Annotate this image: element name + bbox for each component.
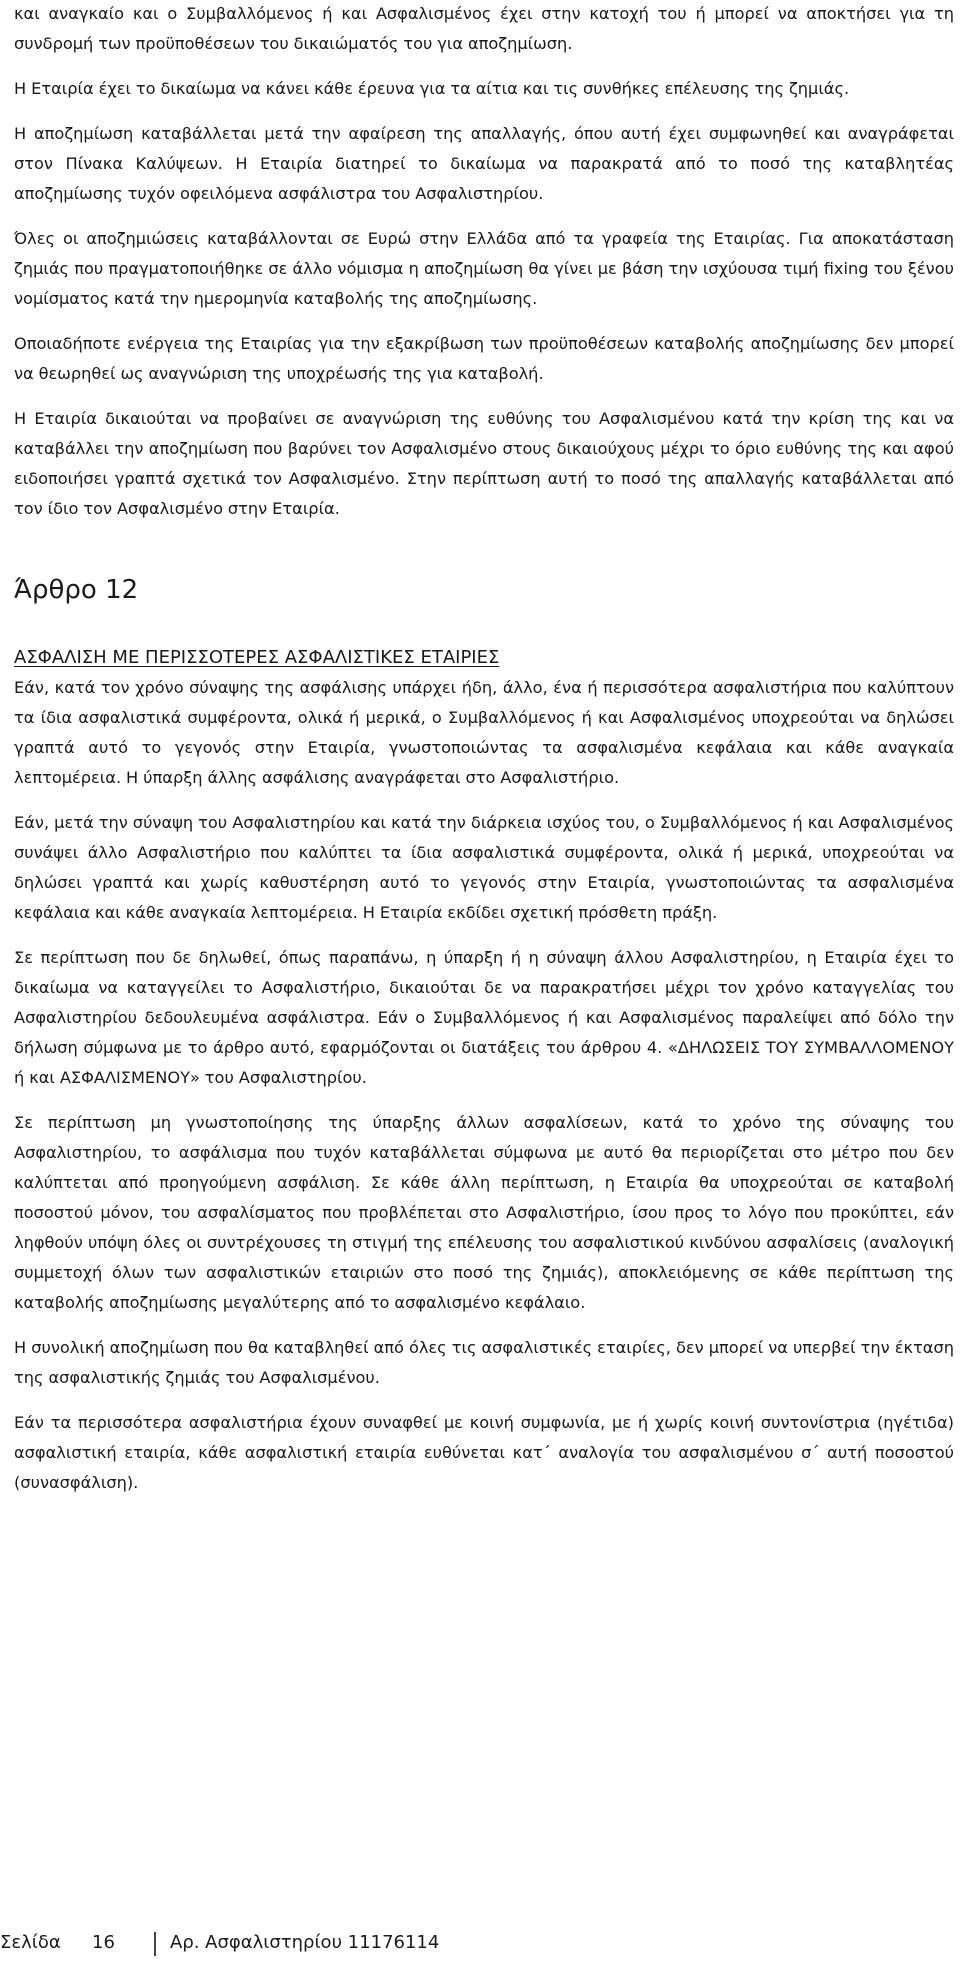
policy-number: Αρ. Ασφαλιστηρίου 11176114 bbox=[170, 1932, 440, 1953]
paragraph-investigation-right: Η Εταιρία έχει το δικαίωμα να κάνει κάθε έρευνα για τα αίτια και τις συνθήκες επέλευσης της ζημιάς. bbox=[14, 79, 850, 98]
page-footer bbox=[0, 1928, 960, 1958]
footer-divider bbox=[154, 1932, 156, 1956]
paragraph-coinsurance: Εάν τα περισσότερα ασφαλιστήρια έχουν συναφθεί με κοινή συμφωνία, με ή χωρίς κοινή συντονίστρια (ηγέτιδα) ασφαλιστική εταιρία, κάθε ασφαλιστική εταιρία ευθύνεται κατ΄ αναλογία του ασφαλισμένου σ΄ αυτή ποσοστού (συνασφάλιση). bbox=[14, 1413, 954, 1492]
paragraph-new-insurance: Εάν, μετά την σύναψη του Ασφαλιστηρίου και κατά την διάρκεια ισχύος του, ο Συμβαλλόμενος ή και Ασφαλισμένος συνάψει άλλο Ασφαλιστήριο που καλύπτει τα ίδια ασφαλιστικά συμφέροντα, ολικά ή μερικά, υποχρεούται να δηλώσει γραπτά και χωρίς καθυστέρηση αυτό το γεγονός στην Εταιρία, γνωστοποιώντας τα ασφαλισμένα κεφάλαια και κάθε αναγκαία λεπτομέρεια. Η Εταιρία εκδίδει σχετική πρόσθετη πράξη. bbox=[14, 813, 954, 922]
document-page bbox=[14, 0, 954, 1513]
paragraph-claim-documents: και αναγκαίο και ο Συμβαλλόμενος ή και Ασφαλισμένος έχει στην κατοχή του ή μπορεί να αποκτήσει για τη συνδρομή των προϋποθέσεων του δικαιώματός του για αποζημίωση. bbox=[14, 4, 954, 53]
section-heading: ΑΣΦΑΛΙΣΗ ΜΕ ΠΕΡΙΣΣΟΤΕΡΕΣ ΑΣΦΑΛΙΣΤΙΚΕΣ ΕΤΑΙΡΙΕΣ bbox=[14, 647, 500, 668]
paragraph-deductible: Η αποζημίωση καταβάλλεται μετά την αφαίρεση της απαλλαγής, όπου αυτή έχει συμφωνηθεί και αναγράφεται στον Πίνακα Καλύψεων. Η Εταιρία διατηρεί το δικαίωμα να παρακρατά από το ποσό της καταβλητέας αποζημίωσης τυχόν οφειλόμενα ασφάλιστρα του Ασφαλιστηρίου. bbox=[14, 124, 954, 203]
paragraph-existing-insurance: Εάν, κατά τον χρόνο σύναψης της ασφάλισης υπάρχει ήδη, άλλο, ένα ή περισσότερα ασφαλιστήρια που καλύπτουν τα ίδια ασφαλιστικά συμφέροντα, ολικά ή μερικά, ο Συμβαλλόμενος ή και Ασφαλισμένος υποχρεούται να δηλώσει γραπτά αυτό το γεγονός στην Εταιρία, γνωστοποιώντας τα ασφαλισμένα κεφάλαια και κάθε αναγκαία λεπτομέρεια. Η ύπαρξη άλλης ασφάλισης αναγράφεται στο Ασφαλιστήριο. bbox=[14, 678, 954, 787]
paragraph-liability-recognition: Η Εταιρία δικαιούται να προβαίνει σε αναγνώριση της ευθύνης του Ασφαλισμένου κατά την κρίση της και να καταβάλλει την αποζημίωση που βαρύνει τον Ασφαλισμένο στους δικαιούχους μέχρι το όριο ευθύνης της και αφού ειδοποιήσει γραπτά σχετικά τον Ασφαλισμένο. Στην περίπτωση αυτή το ποσό της απαλλαγής καταβάλλεται από τον ίδιο τον Ασφαλισμένο στην Εταιρία. bbox=[14, 409, 954, 518]
paragraph-verification: Οποιαδήποτε ενέργεια της Εταιρίας για την εξακρίβωση των προϋποθέσεων καταβολής αποζημίωσης δεν μπορεί να θεωρηθεί ως αναγνώριση της υποχρέωσής της για καταβολή. bbox=[14, 334, 954, 383]
paragraph-proportional-payment: Σε περίπτωση μη γνωστοποίησης της ύπαρξης άλλων ασφαλίσεων, κατά το χρόνο της σύναψης του Ασφαλιστηρίου, το ασφάλισμα που τυχόν καταβάλλεται σύμφωνα με αυτό θα περιορίζεται στο μέτρο που δεν καλύπτεται από προηγούμενη ασφάλιση. Σε κάθε άλλη περίπτωση, η Εταιρία θα υποχρεούται σε καταβολή ποσοστού μόνον, του ασφαλίσματος που προβλέπεται στο Ασφαλιστήριο, ίσου προς το λόγο που προκύπτει, εάν ληφθούν υπόψη όλες οι συντρέχουσες τη στιγμή της επέλευσης του ασφαλιστικού κινδύνου ασφαλίσεις (αναλογική συμμετοχή όλων των ασφαλιστικών εταιριών στο ποσό της ζημιάς), αποκλειόμενης σε κάθε περίπτωση της καταβολής αποζημίωσης μεγαλύτερης από το ασφαλισμένο κεφάλαιο. bbox=[14, 1113, 954, 1312]
page-number: 16 bbox=[92, 1932, 115, 1953]
paragraph-total-compensation: Η συνολική αποζημίωση που θα καταβληθεί από όλες τις ασφαλιστικές εταιρίες, δεν μπορεί να υπερβεί την έκταση της ασφαλιστικής ζημιάς του Ασφαλισμένου. bbox=[14, 1338, 954, 1387]
page-label: Σελίδα bbox=[0, 1932, 61, 1953]
paragraph-non-declaration: Σε περίπτωση που δε δηλωθεί, όπως παραπάνω, η ύπαρξη ή η σύναψη άλλου Ασφαλιστηρίου, η Εταιρία έχει το δικαίωμα να καταγγείλει το Ασφαλιστήριο, δικαιούται δε να παρακρατήσει μέχρι τον χρόνο καταγγελίας του Ασφαλιστηρίου δεδουλευμένα ασφάλιστρα. Εάν ο Συμβαλλόμενος ή και Ασφαλισμένος παραλείψει από δόλο την δήλωση σύμφωνα με το άρθρο αυτό, εφαρμόζονται οι διατάξεις του άρθρου 4. «ΔΗΛΩΣΕΙΣ ΤΟΥ ΣΥΜΒΑΛΛΟΜΕΝΟΥ ή και ΑΣΦΑΛΙΣΜΕΝΟΥ» του Ασφαλιστηρίου. bbox=[14, 948, 954, 1087]
paragraph-currency: Όλες οι αποζημιώσεις καταβάλλονται σε Ευρώ στην Ελλάδα από τα γραφεία της Εταιρίας. Για αποκατάσταση ζημιάς που πραγματοποιήθηκε σε άλλο νόμισμα η αποζημίωση θα γίνει με βάση την ισχύουσα τιμή fixing του ξένου νομίσματος κατά την ημερομηνία καταβολής της αποζημίωσης. bbox=[14, 229, 954, 308]
article-title: Άρθρο 12 bbox=[14, 575, 139, 605]
